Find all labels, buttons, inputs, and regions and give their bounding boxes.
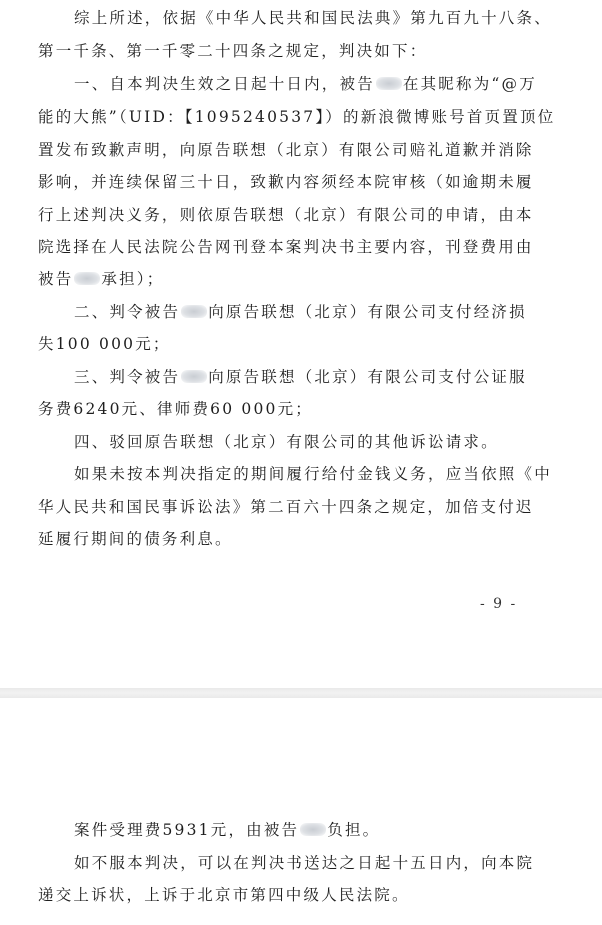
redacted-defendant-name: [376, 77, 402, 90]
redacted-defendant-name: [74, 272, 100, 285]
judgment-item-4-line-1: 四、驳回原告联想（北京）有限公司的其他诉讼请求。: [74, 433, 499, 451]
judgment-item-1-text-b: 在其昵称为“@万: [402, 75, 537, 93]
case-fee-line: [0, 820, 602, 840]
judgment-item-1-text-a: 一、自本判决生效之日起十日内，被告: [74, 75, 375, 93]
appeal-notice-line-2: 递交上诉状，上诉于北京市第四中级人民法院。: [38, 886, 410, 904]
paragraph-summary-line-1: 综上所述，依据《中华人民共和国民法典》第九百九十八条、: [74, 9, 552, 27]
judgment-item-1-text-c: 被告: [38, 270, 74, 288]
judgment-item-2-text-a: 二、判令被告: [74, 303, 181, 321]
judgment-item-3-line-1: [0, 367, 602, 387]
paragraph-summary-line-2: 第一千条、第一千零二十四条之规定，判决如下：: [38, 42, 428, 60]
page-number: - 9 -: [480, 596, 518, 612]
page-separator: [0, 688, 602, 698]
case-fee-text-a: 案件受理费5931元，由被告: [74, 821, 300, 839]
judgment-item-2-text-b: 向原告联想（北京）有限公司支付经济损: [208, 303, 527, 321]
appeal-notice-line-1: 如不服本判决，可以在判决书送达之日起十五日内，向本院: [74, 854, 535, 872]
judgment-item-3-text-b: 向原告联想（北京）有限公司支付公证服: [208, 368, 527, 386]
redacted-defendant-name: [181, 370, 207, 383]
interest-clause-line-1: 如果未按本判决指定的期间履行给付金钱义务，应当依照《中: [74, 465, 552, 483]
judgment-item-2-line-1: [0, 302, 602, 322]
judgment-item-1-line-1: [0, 74, 602, 94]
judgment-item-1-text-d: 承担）；: [101, 270, 165, 288]
judgment-item-1-line-5: 行上述判决义务，则依原告联想（北京）有限公司的申请，由本: [38, 206, 534, 224]
judgment-item-1-line-7: [0, 269, 602, 289]
redacted-defendant-name: [300, 823, 326, 836]
judgment-item-3-text-a: 三、判令被告: [74, 368, 181, 386]
redacted-defendant-name: [181, 305, 207, 318]
case-fee-text-b: 负担。: [327, 821, 381, 839]
judgment-item-2-line-2: 失100 000元；: [38, 335, 171, 353]
interest-clause-line-3: 延履行期间的债务利息。: [38, 530, 233, 548]
judgment-item-1-line-4: 影响，并连续保留三十日，致歉内容须经本院审核（如逾期未履: [38, 173, 534, 191]
judgment-item-1-line-6: 院选择在人民法院公告网刊登本案判决书主要内容，刊登费用由: [38, 238, 534, 256]
judgment-item-3-line-2: 务费6240元、律师费60 000元；: [38, 400, 313, 418]
interest-clause-line-2: 华人民共和国民事诉讼法》第二百六十四条之规定，加倍支付迟: [38, 498, 534, 516]
judgment-item-1-line-2: 能的大熊”（UID：【1095240537】）的新浪微博账号首页置顶位: [38, 108, 556, 126]
judgment-item-1-line-3: 置发布致歉声明，向原告联想（北京）有限公司赔礼道歉并消除: [38, 141, 534, 159]
document-page-10: [0, 698, 602, 925]
